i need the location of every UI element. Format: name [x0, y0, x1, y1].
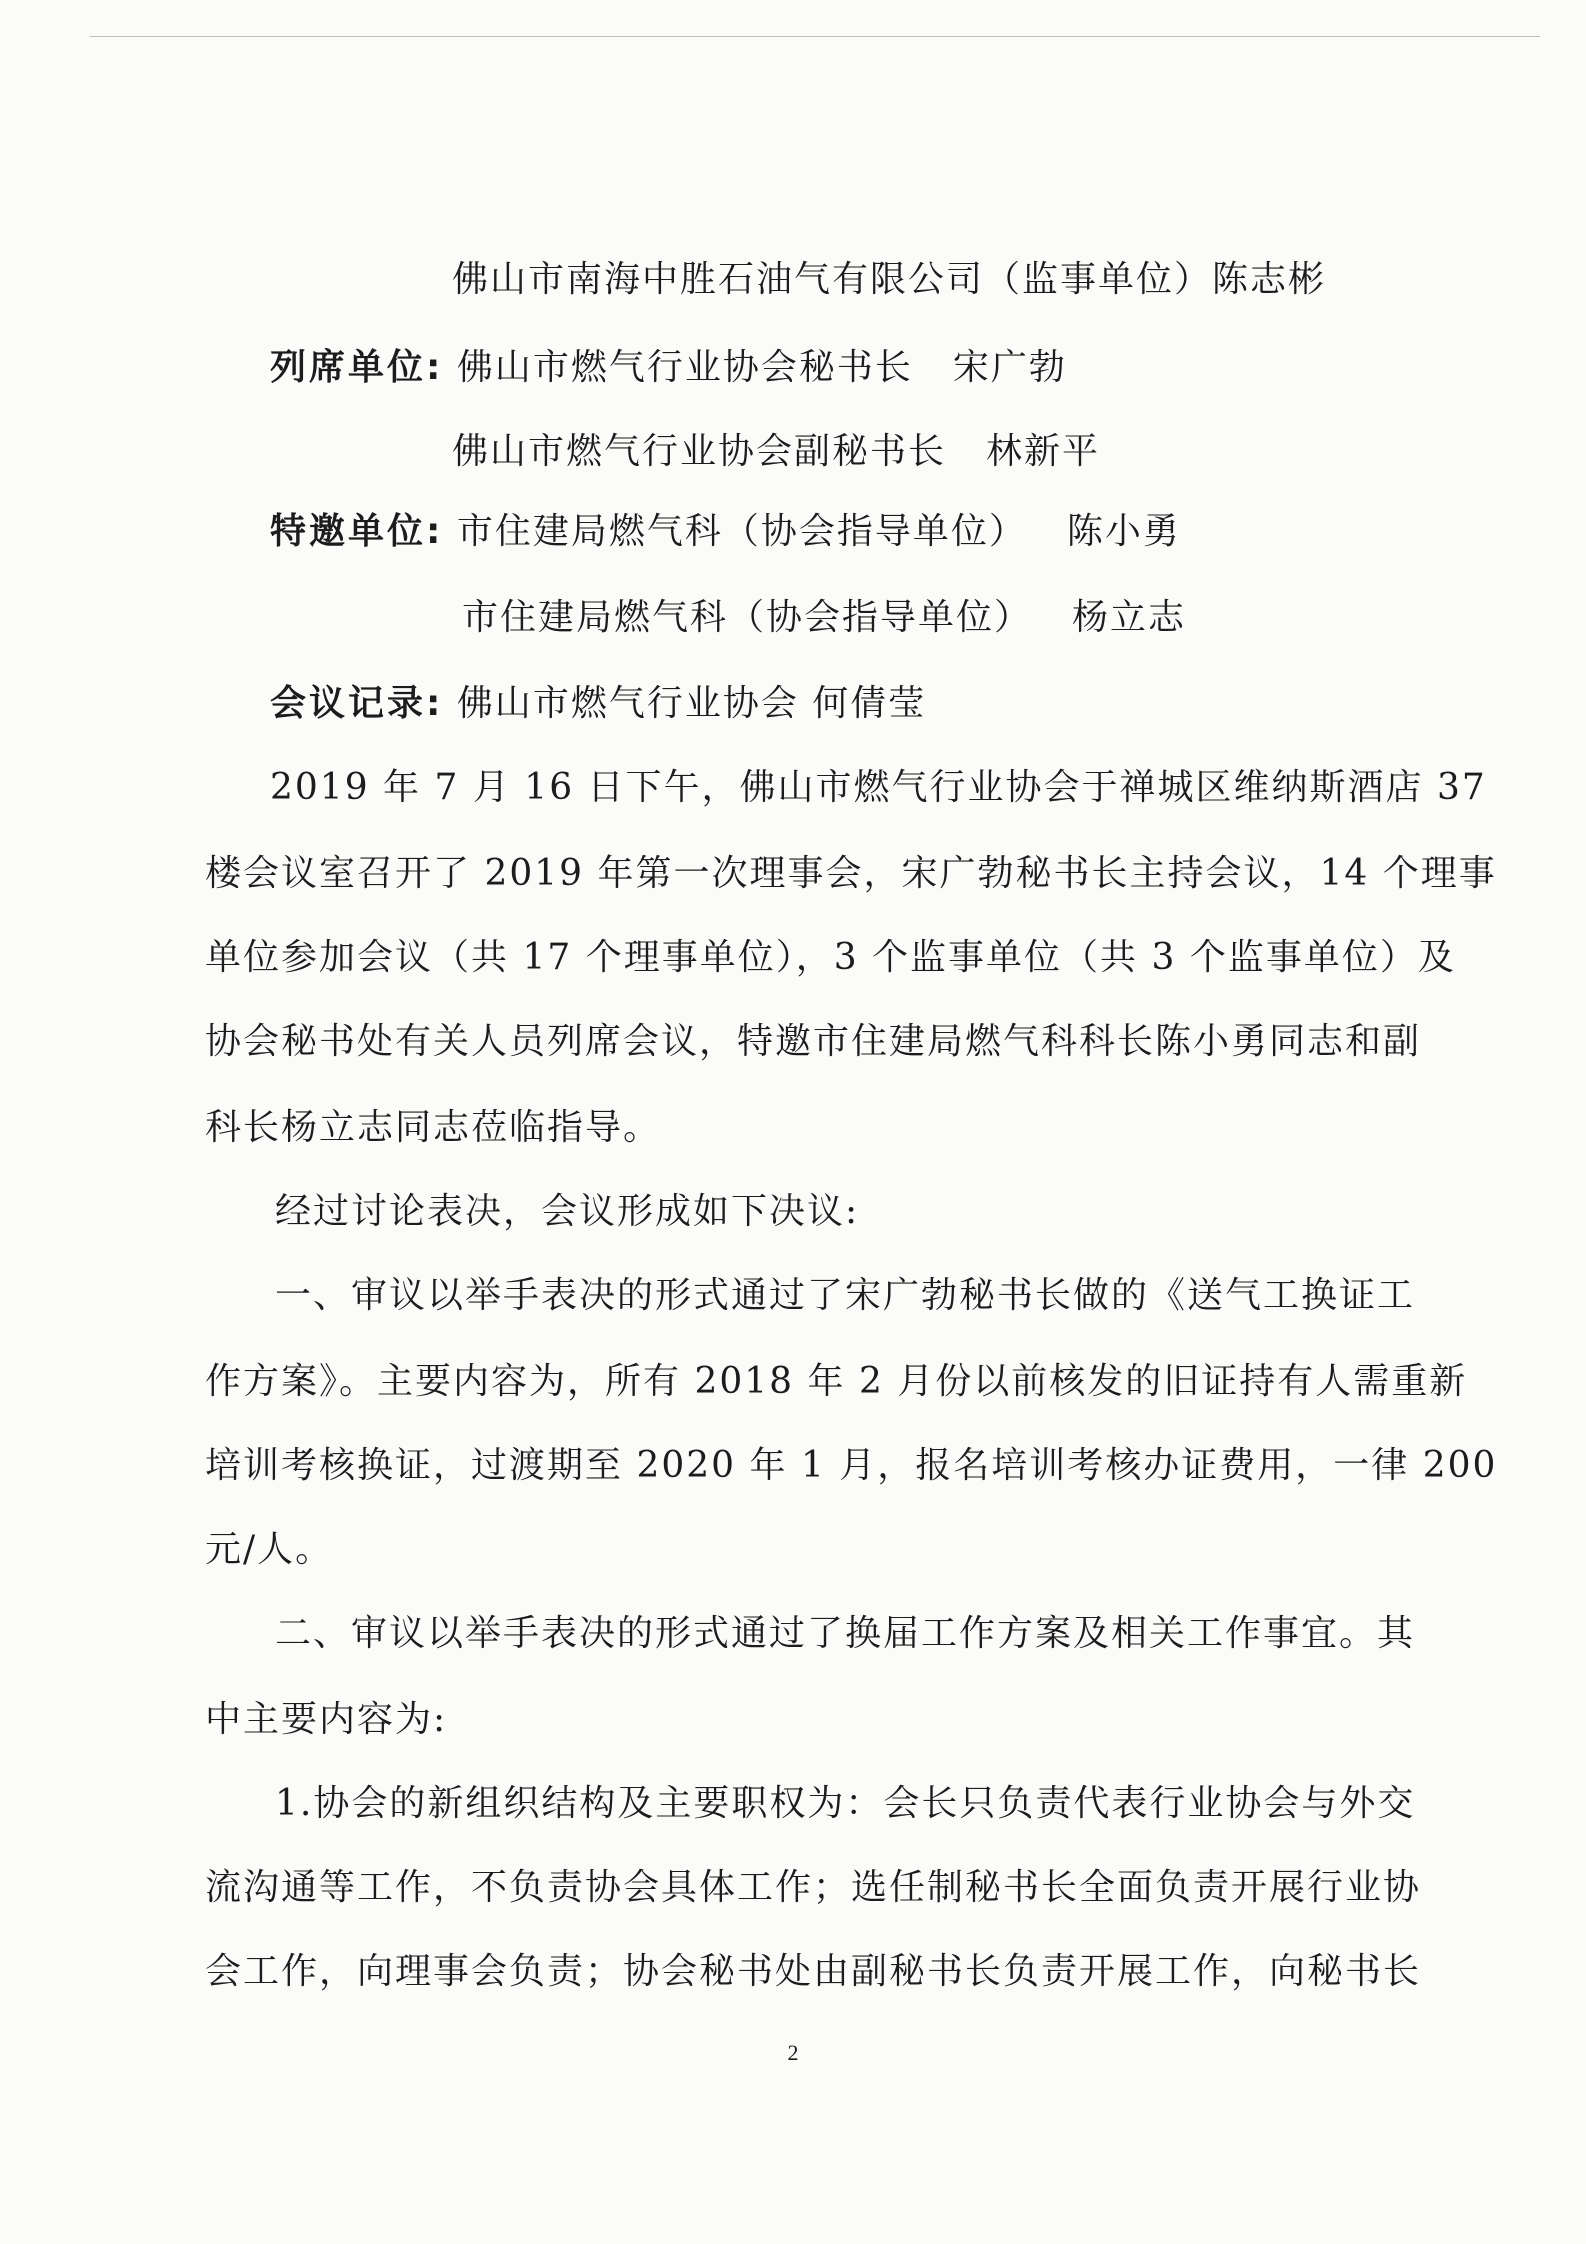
body-line: 一、审议以举手表决的形式通过了宋广勃秘书长做的《送气工换证工 [275, 1275, 1416, 1316]
body-line: 二、审议以举手表决的形式通过了换届工作方案及相关工作事宜。其 [275, 1613, 1416, 1654]
body-line: 培训考核换证，过渡期至 2020 年 1 月，报名培训考核办证费用，一律 200 [205, 1445, 1498, 1486]
body-line: 2019 年 7 月 16 日下午，佛山市燃气行业协会于禅城区维纳斯酒店 37 [270, 767, 1487, 808]
invited-row-2 [462, 597, 1187, 638]
invited-row-1 [270, 511, 1181, 552]
body-line: 流沟通等工作，不负责协会具体工作；选任制秘书长全面负责开展行业协 [205, 1867, 1422, 1908]
invited-org: 市住建局燃气科（协会指导单位） [456, 511, 1027, 552]
attending-org: 佛山市燃气行业协会副秘书长 [452, 431, 947, 472]
invited-name: 陈小勇 [1066, 511, 1181, 552]
body-line: 作方案》。主要内容为，所有 2018 年 2 月份以前核发的旧证持有人需重新 [205, 1361, 1468, 1402]
recorder-label: 会议记录: [270, 683, 444, 724]
attending-row-1 [270, 347, 1067, 388]
body-line: 元/人。 [205, 1529, 334, 1570]
recorder-row [270, 683, 927, 724]
invited-org: 市住建局燃气科（协会指导单位） [462, 597, 1033, 638]
recorder-value: 佛山市燃气行业协会 何倩莹 [456, 683, 927, 724]
body-line: 协会秘书处有关人员列席会议，特邀市住建局燃气科科长陈小勇同志和副 [205, 1021, 1422, 1062]
page-number: 2 [787, 2040, 799, 2065]
attending-name: 林新平 [986, 431, 1101, 472]
body-line: 楼会议室召开了 2019 年第一次理事会，宋广勃秘书长主持会议，14 个理事 [205, 853, 1497, 894]
body-line: 经过讨论表决，会议形成如下决议: [275, 1191, 860, 1232]
body-line: 科长杨立志同志莅临指导。 [205, 1107, 662, 1148]
body-line: 单位参加会议（共 17 个理事单位），3 个监事单位（共 3 个监事单位）及 [205, 937, 1456, 978]
invited-name: 杨立志 [1072, 597, 1187, 638]
body-line: 会工作，向理事会负责；协会秘书处由副秘书长负责开展工作，向秘书长 [205, 1951, 1422, 1992]
scan-edge-mark [90, 36, 1540, 37]
supervisor-line: 佛山市南海中胜石油气有限公司（监事单位）陈志彬 [452, 259, 1327, 300]
attending-label: 列席单位: [270, 347, 444, 388]
invited-label: 特邀单位: [270, 511, 444, 552]
attending-org: 佛山市燃气行业协会秘书长 [456, 347, 913, 388]
attending-name: 宋广勃 [952, 347, 1067, 388]
attending-row-2 [452, 431, 1101, 472]
body-line: 中主要内容为: [205, 1699, 448, 1740]
body-line: 1.协会的新组织结构及主要职权为：会长只负责代表行业协会与外交 [275, 1783, 1416, 1824]
